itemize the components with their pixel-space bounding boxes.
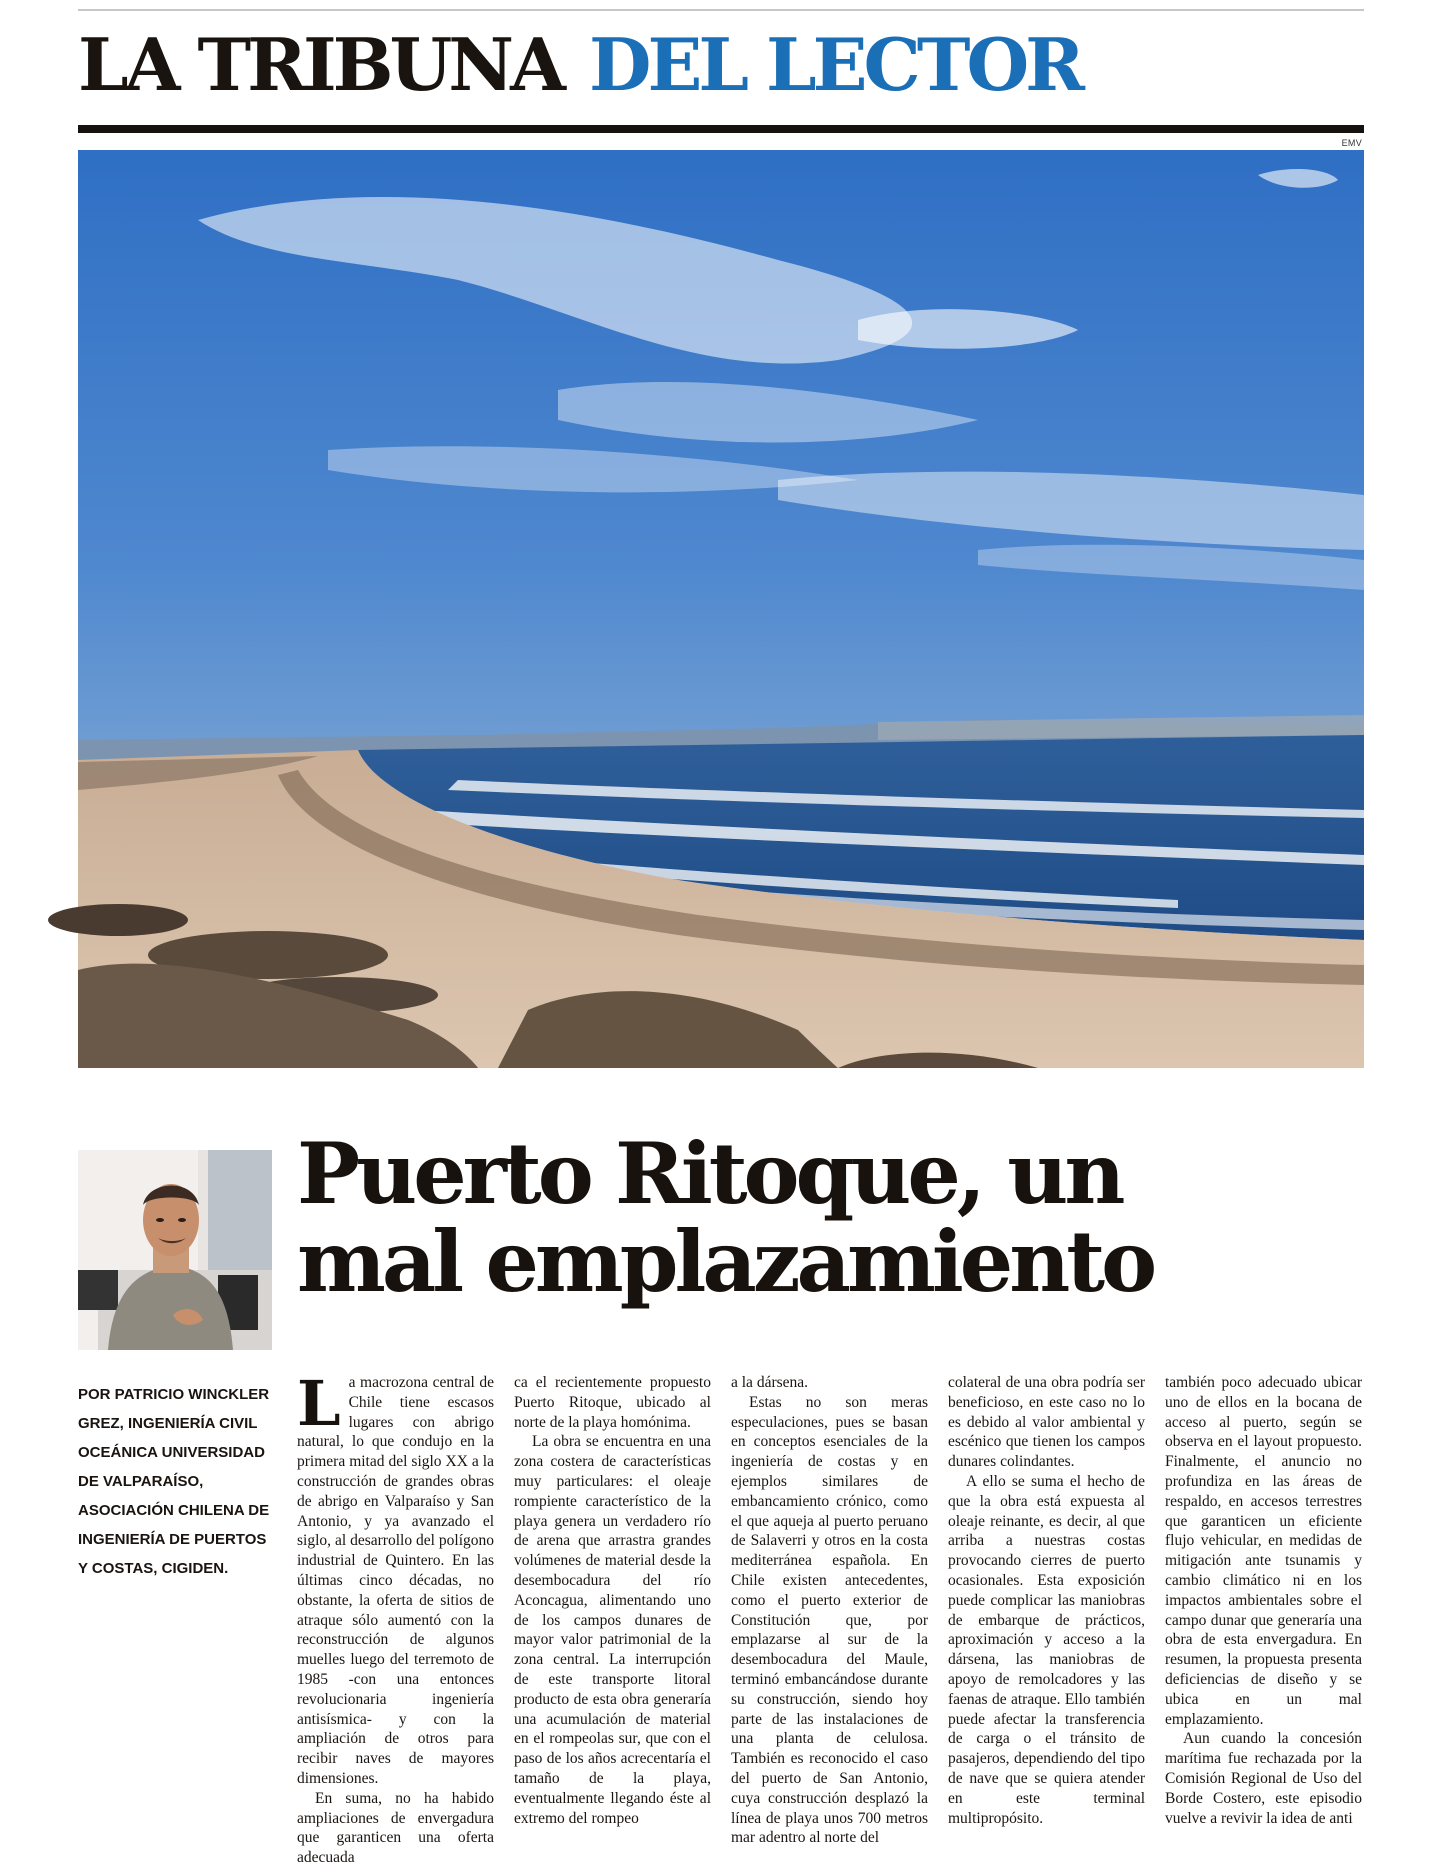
author-portrait-image <box>78 1150 272 1350</box>
dropcap: L <box>297 1367 341 1440</box>
paragraph: colateral de una obra podría ser beneficioso, en este caso no lo es debido al valor ambiental y escénico que tienen los campos dunares colindantes. <box>948 1374 1145 1471</box>
paragraph: ca el recientemente propuesto Puerto Ritoque, ubicado al norte de la playa homónima. <box>514 1374 711 1431</box>
masthead <box>78 22 1081 108</box>
coastal-beach-photo <box>78 150 1364 1068</box>
paragraph: también poco adecuado ubicar uno de ellos en la bocana de acceso al puerto, según se observa en el layout propuesto. Finalmente, el anuncio no profundiza en las áreas de respaldo, en accesos terrestres que garanticen un eficiente flujo vehicular, en medidas de mitigación ante tsunamis y cambio climático ni en los impactos ambientales sobre el campo dunar que generaría una obra de esta envergadura. En resumen, la propuesta presenta deficiencias de diseño y se ubica en un mal emplazamiento. <box>1165 1374 1362 1728</box>
article-column-5 <box>1165 1373 1362 1828</box>
article-headline <box>297 1124 1297 1311</box>
author-avatar <box>78 1150 272 1350</box>
paragraph: Estas no son meras especulaciones, pues se basan en conceptos esenciales de la ingeniería de costas y en ejemplos similares de embancamiento crónico, como el que aqueja al puerto peruano de Salaverri y otros en la costa mediterránea española. En Chile existen antecedentes, como el puerto exterior de Constitución que, por emplazarse al sur de la desembocadura del Maule, terminó embancándose durante su construcción, siendo hoy parte de las instalaciones de una planta de celulosa. También es reconocido el caso del puerto de San Antonio, cuya construcción desplazó la línea de playa unos 700 metros mar adentro al norte del <box>731 1393 928 1847</box>
top-rule <box>78 9 1364 11</box>
paragraph: a la dársena. <box>731 1374 809 1391</box>
paragraph: La macrozona central de Chile tiene escasos lugares con abrigo natural, lo que condujo en la primera mitad del siglo XX a la construcción de grandes obras de abrigo en Valparaíso y San Antonio, y ya avanzado el siglo, al desarrollo del polígono industrial de Quintero. En las últimas cinco décadas, no obstante, la oferta de sitios de atraque sólo aumentó con la reconstrucción de algunos muelles luego del terremoto de 1985 -con una entonces revolucionaria ingeniería antisísmica- y con la ampliación de otros para recibir naves de mayores dimensiones. <box>297 1367 494 1787</box>
article-column-4 <box>948 1373 1145 1828</box>
article-body <box>297 1367 1364 1867</box>
paragraph: Aun cuando la concesión marítima fue rechazada por la Comisión Regional de Uso del Borde Costero, este episodio vuelve a revivir la idea de anti <box>1165 1730 1362 1827</box>
article-column-2 <box>514 1373 711 1828</box>
paragraph: A ello se suma el hecho de que la obra está expuesta al oleaje reinante, es decir, al que arriba a nuestras costas provocando cierres de puerto ocasionales. Esta exposición puede complicar las maniobras de embarque de prácticos, aproximación y acceso a la dársena, las maniobras de apoyo de remolcadores y las faenas de atraque. Ello también puede afectar la transferencia de carga o el tránsito de pasajeros, dependiendo del tipo de nave que se quiera atender en este terminal multipropósito. <box>948 1472 1145 1827</box>
article-column-3 <box>731 1373 928 1848</box>
photo-credit: EMV <box>1341 138 1362 148</box>
paragraph: En suma, no ha habido ampliaciones de envergadura que garanticen una oferta adecuada <box>297 1789 494 1867</box>
headline-line2: mal emplazamiento <box>297 1212 1154 1311</box>
article-column-1 <box>297 1367 494 1868</box>
paragraph: La obra se encuentra en una zona costera de características muy particulares: el oleaje rompiente característico de la playa genera un verdadero río de arena que arrastra grandes volúmenes de material desde la desembocadura del río Aconcagua, alimentando uno de los campos dunares de mayor valor patrimonial de la zona central. La interrupción de este transporte litoral producto de esta obra generaría una acumulación de material en el rompeolas sur, que con el paso de los años acrecentaría el tamaño de la playa, eventualmente llegando éste al extremo del rompeo <box>514 1433 711 1827</box>
article-byline: POR PATRICIO WINCKLER GREZ, INGENIERÍA CIVIL OCEÁNICA UNIVERSIDAD DE VALPARAÍSO, ASOCIACIÓN CHILENA DE INGENIERÍA DE PUERTOS Y COSTAS, CIGIDEN. <box>78 1386 270 1577</box>
masthead-rule <box>78 125 1364 133</box>
masthead-part2: DEL LECTOR <box>589 22 1081 107</box>
beach-landscape-image <box>78 150 1364 1068</box>
masthead-part1: LA TRIBUNA <box>78 22 562 107</box>
headline-line1: Puerto Ritoque, un <box>297 1124 1122 1223</box>
